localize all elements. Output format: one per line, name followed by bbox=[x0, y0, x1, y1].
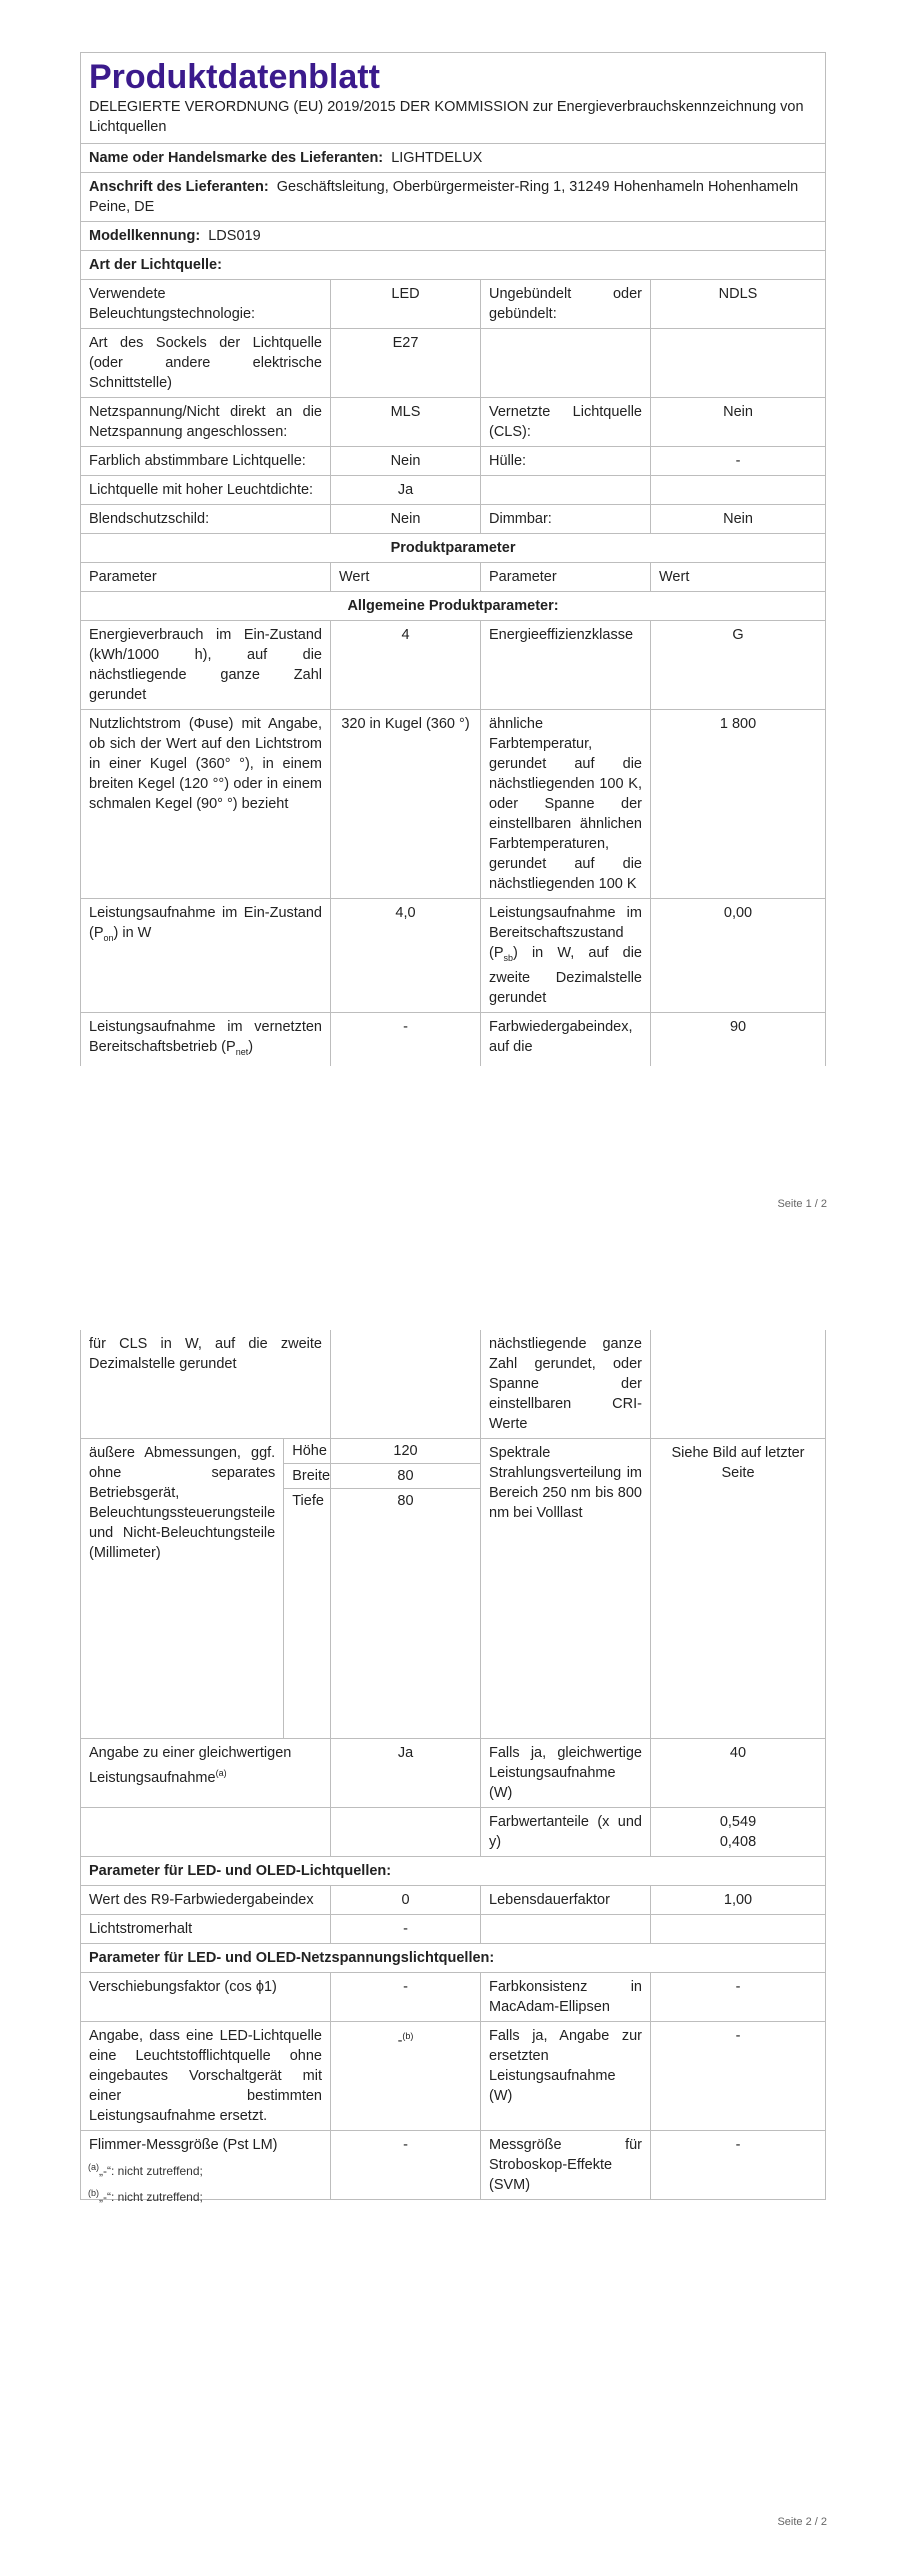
spd-label: Spektrale Strahlungsverteilung im Bereich 250 nm bis 800 nm bei Volllast bbox=[481, 1439, 651, 1739]
hlls-value: Ja bbox=[331, 476, 481, 505]
cri-value: 90 bbox=[651, 1012, 826, 1065]
cls-label: Vernetzte Lichtquelle (CLS): bbox=[481, 398, 651, 447]
pon-label: Leistungsaufnahme im Ein-Zustand $(P_{on})$ in W bbox=[81, 899, 331, 1013]
svm-value: - bbox=[651, 2131, 826, 2200]
page-number-1: Seite 1 / 2 bbox=[777, 1198, 827, 1210]
dimmable-label: Dimmbar: bbox=[481, 505, 651, 534]
mains-label: Netzspannung/Nicht direkt an die Netzspannung angeschlossen: bbox=[81, 398, 331, 447]
cap-label: Art des Sockels der Lichtquelle (oder andere elektrische Schnittstelle) bbox=[81, 329, 331, 398]
r9-value: 0 bbox=[331, 1886, 481, 1915]
width-label: Breite bbox=[284, 1464, 338, 1489]
cri-label: Farbwiedergabeindex, auf die bbox=[481, 1012, 651, 1065]
height-value: 120 bbox=[331, 1439, 480, 1464]
supplier-address-label: Anschrift des Lieferanten: bbox=[89, 179, 269, 195]
supplier-name-value: LIGHTDELUX bbox=[391, 150, 483, 166]
header-cell bbox=[81, 53, 826, 144]
height-label: Höhe bbox=[284, 1439, 338, 1464]
disp-value: - bbox=[331, 1973, 481, 2022]
shield-label: Blendschutzschild: bbox=[81, 505, 331, 534]
width-value: 80 bbox=[331, 1464, 480, 1489]
pnet-value: - bbox=[331, 1012, 481, 1065]
mains-value: MLS bbox=[331, 398, 481, 447]
disp-label: Verschiebungsfaktor (cos ϕ1) bbox=[81, 1973, 331, 2022]
general-params-heading: Allgemeine Produktparameter: bbox=[81, 592, 826, 621]
flicker-label: Flimmer-Messgröße (Pst LM) bbox=[81, 2131, 331, 2200]
flicker-value: - bbox=[331, 2131, 481, 2200]
cls-value: Nein bbox=[651, 398, 826, 447]
dims-label: äußere Abmessungen, ggf. ohne separates Betriebsgerät, Beleuchtungssteuerungsteile und Nicht-Beleuchtungsteile (Millimeter) bbox=[81, 1439, 284, 1738]
cct-value: 1 800 bbox=[651, 710, 826, 899]
col-param-2: Parameter bbox=[481, 563, 651, 592]
led-params-heading: Parameter für LED- und OLED-Lichtquellen: bbox=[81, 1857, 826, 1886]
page-1 bbox=[0, 0, 905, 1225]
cri-label-cont: nächstliegende ganze Zahl gerundet, oder Spanne der einstellbaren CRI-Werte bbox=[481, 1330, 651, 1439]
color-tunable-value: Nein bbox=[331, 447, 481, 476]
model-value: LDS019 bbox=[208, 228, 261, 244]
flux-value: 320 in Kugel (360 °) bbox=[331, 710, 481, 899]
maint-label: Lichtstromerhalt bbox=[81, 1915, 331, 1944]
footnote-b: $^{(b)}$„-“: nicht zutreffend; bbox=[88, 2188, 203, 2204]
cap-value: E27 bbox=[331, 329, 481, 398]
focus-label: Ungebündelt oder gebündelt: bbox=[481, 280, 651, 329]
chroma-label: Farbwertanteile (x und y) bbox=[481, 1808, 651, 1857]
equiv-value: Ja bbox=[331, 1739, 481, 1808]
supplier-name-label: Name oder Handelsmarke des Lieferanten: bbox=[89, 150, 384, 166]
model-row bbox=[81, 222, 826, 251]
spd-value: Siehe Bild auf letzter Seite bbox=[651, 1439, 826, 1739]
envelope-value: - bbox=[651, 447, 826, 476]
dimensions-cell bbox=[81, 1439, 331, 1739]
tech-label: Verwendete Beleuchtungstechnologie: bbox=[81, 280, 331, 329]
equiv-label: Angabe zu einer gleichwertigen Leistungsaufnahme$^{(a)}$ bbox=[81, 1739, 331, 1808]
replace-power-value: - bbox=[651, 2022, 826, 2131]
regulation-text: DELEGIERTE VERORDNUNG (EU) 2019/2015 DER KOMMISSION zur Energieverbrauchskennzeichnung von Lichtquellen bbox=[89, 99, 804, 135]
supplier-name-row bbox=[81, 144, 826, 173]
flux-label: Nutzlichtstrom (Φuse) mit Angabe, ob sich der Wert auf den Lichtstrom in einer Kugel (360° °), in einem breiten Kegel (120 °°) oder in einem schmalen Kegel (90° °) bezieht bbox=[81, 710, 331, 899]
psb-label: Leistungsaufnahme im Bereitschaftszustand $(P_{sb})$ in W, auf die zweite Dezimalstelle gerundet bbox=[481, 899, 651, 1013]
shield-value: Nein bbox=[331, 505, 481, 534]
page-number-2: Seite 2 / 2 bbox=[777, 2516, 827, 2528]
psb-value: 0,00 bbox=[651, 899, 826, 1013]
chroma-value bbox=[651, 1808, 826, 1857]
dimensions-table bbox=[81, 1439, 338, 1738]
chroma-x: 0,549 bbox=[719, 1814, 757, 1830]
replace-label: Angabe, dass eine LED-Lichtquelle eine Leuchtstofflichtquelle ohne eingebautes Vorschaltgerät mit einer bestimmten Leistungsaufnahme ersetzt. bbox=[81, 2022, 331, 2131]
eclass-label: Energieeffizienzklasse bbox=[481, 621, 651, 710]
color-tunable-label: Farblich abstimmbare Lichtquelle: bbox=[81, 447, 331, 476]
col-value-1: Wert bbox=[331, 563, 481, 592]
survival-value: 1,00 bbox=[651, 1886, 826, 1915]
col-param-1: Parameter bbox=[81, 563, 331, 592]
led-mains-params-heading: Parameter für LED- und OLED-Netzspannungslichtquellen: bbox=[81, 1944, 826, 1973]
equiv-power-value: 40 bbox=[651, 1739, 826, 1808]
svm-label: Messgröße für Stroboskop-Effekte (SVM) bbox=[481, 2131, 651, 2200]
tech-value: LED bbox=[331, 280, 481, 329]
hlls-label: Lichtquelle mit hoher Leuchtdichte: bbox=[81, 476, 331, 505]
model-label: Modellkennung: bbox=[89, 228, 201, 244]
maint-value: - bbox=[331, 1915, 481, 1944]
dimmable-value: Nein bbox=[651, 505, 826, 534]
datasheet-table-page-1 bbox=[80, 52, 826, 1066]
equiv-power-label: Falls ja, gleichwertige Leistungsaufnahme (W) bbox=[481, 1739, 651, 1808]
dimensions-values-cell bbox=[331, 1439, 481, 1739]
envelope-label: Hülle: bbox=[481, 447, 651, 476]
r9-label: Wert des R9-Farbwiedergabeindex bbox=[81, 1886, 331, 1915]
pnet-label-cont: für CLS in W, auf die zweite Dezimalstelle gerundet bbox=[81, 1330, 331, 1439]
supplier-address-row bbox=[81, 173, 826, 222]
chroma-y: 0,408 bbox=[719, 1834, 757, 1850]
supplier-address-value: Geschäftsleitung, Oberbürgermeister-Ring 1, 31249 Hohenhameln Hohenhameln Peine, DE bbox=[89, 179, 799, 215]
page-2 bbox=[0, 1310, 905, 2560]
document-title: Produktdatenblatt bbox=[89, 58, 380, 96]
survival-label: Lebensdauerfaktor bbox=[481, 1886, 651, 1915]
depth-label: Tiefe bbox=[292, 1493, 324, 1509]
pon-value: 4,0 bbox=[331, 899, 481, 1013]
datasheet-table-page-2 bbox=[80, 1330, 826, 2200]
pnet-label: Leistungsaufnahme im vernetzten Bereitschaftsbetrieb $(P_{net})$ bbox=[81, 1012, 331, 1065]
consist-value: - bbox=[651, 1973, 826, 2022]
energy-value: 4 bbox=[331, 621, 481, 710]
depth-value: 80 bbox=[397, 1493, 414, 1509]
consist-label: Farbkonsistenz in MacAdam-Ellipsen bbox=[481, 1973, 651, 2022]
light-source-type-heading: Art der Lichtquelle: bbox=[81, 251, 826, 280]
product-params-heading: Produktparameter bbox=[81, 534, 826, 563]
energy-label: Energieverbrauch im Ein-Zustand (kWh/1000 h), auf die nächstliegende ganze Zahl gerundet bbox=[81, 621, 331, 710]
eclass-value: G bbox=[651, 621, 826, 710]
replace-value: -$^{(b)}$ bbox=[331, 2022, 481, 2131]
focus-value: NDLS bbox=[651, 280, 826, 329]
footnote-a: $^{(a)}$„-“: nicht zutreffend; bbox=[88, 2162, 203, 2178]
cct-label: ähnliche Farbtemperatur, gerundet auf die nächstliegenden 100 K, oder Spanne der einstellbaren ähnlichen Farbtemperaturen, gerundet auf die nächstliegenden 100 K bbox=[481, 710, 651, 899]
col-value-2: Wert bbox=[651, 563, 826, 592]
replace-power-label: Falls ja, Angabe zur ersetzten Leistungsaufnahme (W) bbox=[481, 2022, 651, 2131]
